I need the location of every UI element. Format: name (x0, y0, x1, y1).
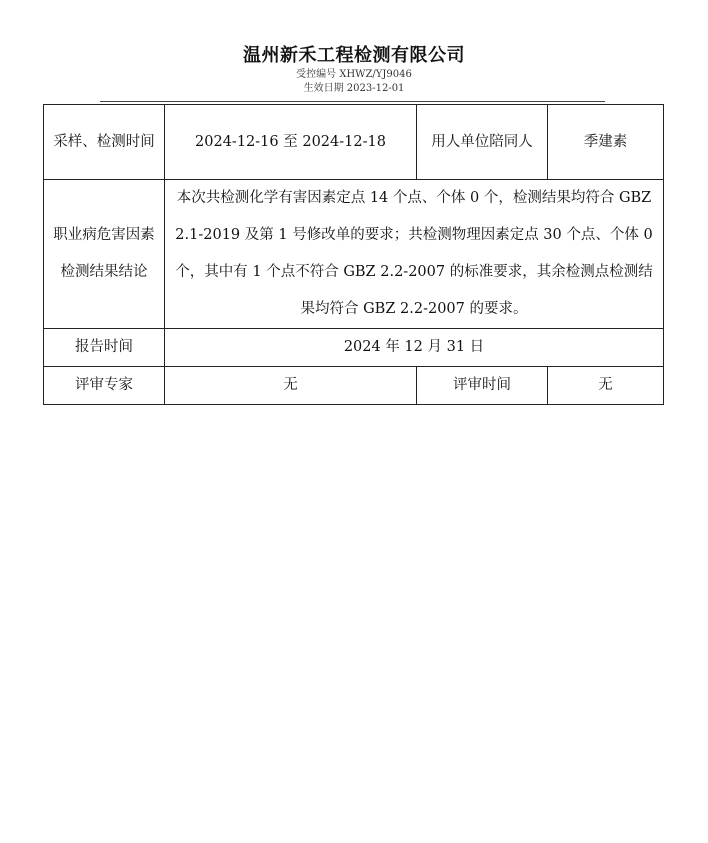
escort-value: 季建素 (548, 105, 664, 180)
sampling-time-label: 采样、检测时间 (44, 105, 165, 180)
header-divider (100, 101, 605, 102)
review-time-value: 无 (548, 367, 664, 405)
report-time-row (44, 329, 664, 367)
conclusion-text: 本次共检测化学有害因素定点 14 个点、个体 0 个，检测结果均符合 GBZ 2.1-2019 及第 1 号修改单的要求；共检测物理因素定点 30 个点、个体 0 个，其中有 1 个点不符合 GBZ 2.2-2007 的标准要求，其余检测点检测结果均符合 GBZ 2.2-2007 的要求。 (165, 180, 664, 329)
reviewer-value: 无 (165, 367, 417, 405)
document-header (0, 44, 708, 96)
reviewer-label: 评审专家 (44, 367, 165, 405)
conclusion-row (44, 180, 664, 329)
effective-date: 生效日期 2023-12-01 (303, 83, 405, 94)
report-time-value: 2024 年 12 月 31 日 (165, 329, 664, 367)
control-number: 受控编号 XHWZ/YJ9046 (296, 69, 412, 80)
sampling-time-value: 2024-12-16 至 2024-12-18 (165, 105, 417, 180)
report-time-label: 报告时间 (44, 329, 165, 367)
review-time-label: 评审时间 (417, 367, 548, 405)
report-summary-table (43, 104, 664, 405)
company-title: 温州新禾工程检测有限公司 (243, 45, 465, 66)
sampling-time-row (44, 105, 664, 180)
conclusion-label: 职业病危害因素检测结果结论 (44, 180, 165, 329)
review-row (44, 367, 664, 405)
escort-label: 用人单位陪同人 (417, 105, 548, 180)
